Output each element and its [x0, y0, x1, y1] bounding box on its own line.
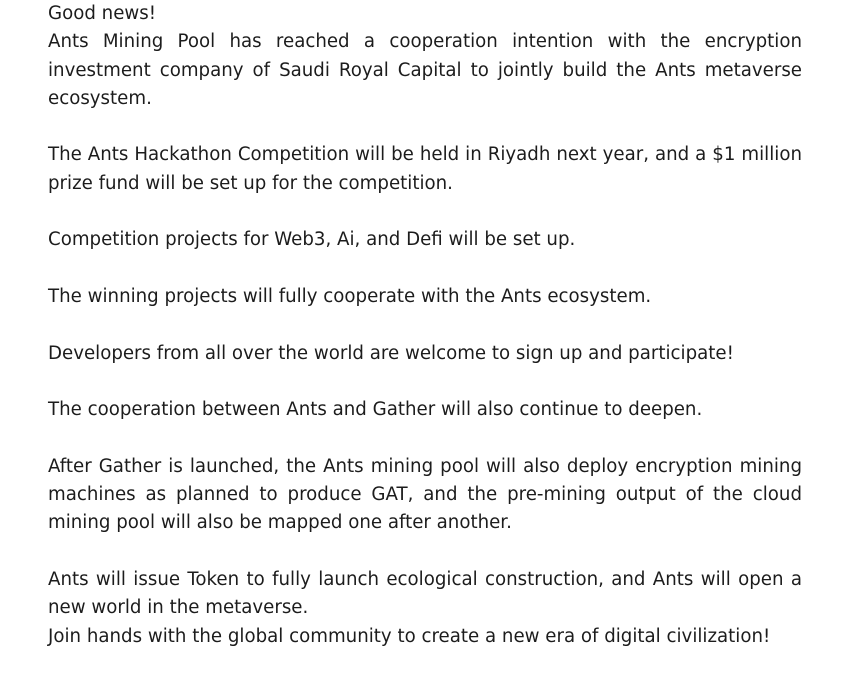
announcement-document [48, 0, 802, 651]
paragraph-cooperation-intention: Ants Mining Pool has reached a cooperation intention with the encryption investment company of Saudi Royal Capital to jointly build the Ants metaverse ecosystem. [48, 31, 802, 109]
paragraph-winning-projects: The winning projects will fully cooperate with the Ants ecosystem. [48, 285, 652, 307]
paragraph-developers-welcome: Developers from all over the world are welcome to sign up and participate! [48, 342, 734, 364]
paragraph-competition-projects: Competition projects for Web3, Ai, and Defi will be set up. [48, 229, 576, 251]
paragraph-join-hands: Join hands with the global community to create a new era of digital civilization! [48, 625, 771, 647]
paragraph-gather-cooperation: The cooperation between Ants and Gather will also continue to deepen. [48, 399, 703, 421]
paragraph-token-issue: Ants will issue Token to fully launch ecological construction, and Ants will open a new world in the metaverse. [48, 568, 802, 619]
paragraph-hackathon: The Ants Hackathon Competition will be held in Riyadh next year, and a $1 million prize fund will be set up for the competition. [48, 144, 802, 194]
paragraph-gather-launch: After Gather is launched, the Ants mining pool will also deploy encryption mining machines as planned to produce GAT, and the pre-mining output of the cloud mining pool will also be mapped one after another. [48, 455, 802, 534]
headline-good-news: Good news! [48, 3, 157, 24]
